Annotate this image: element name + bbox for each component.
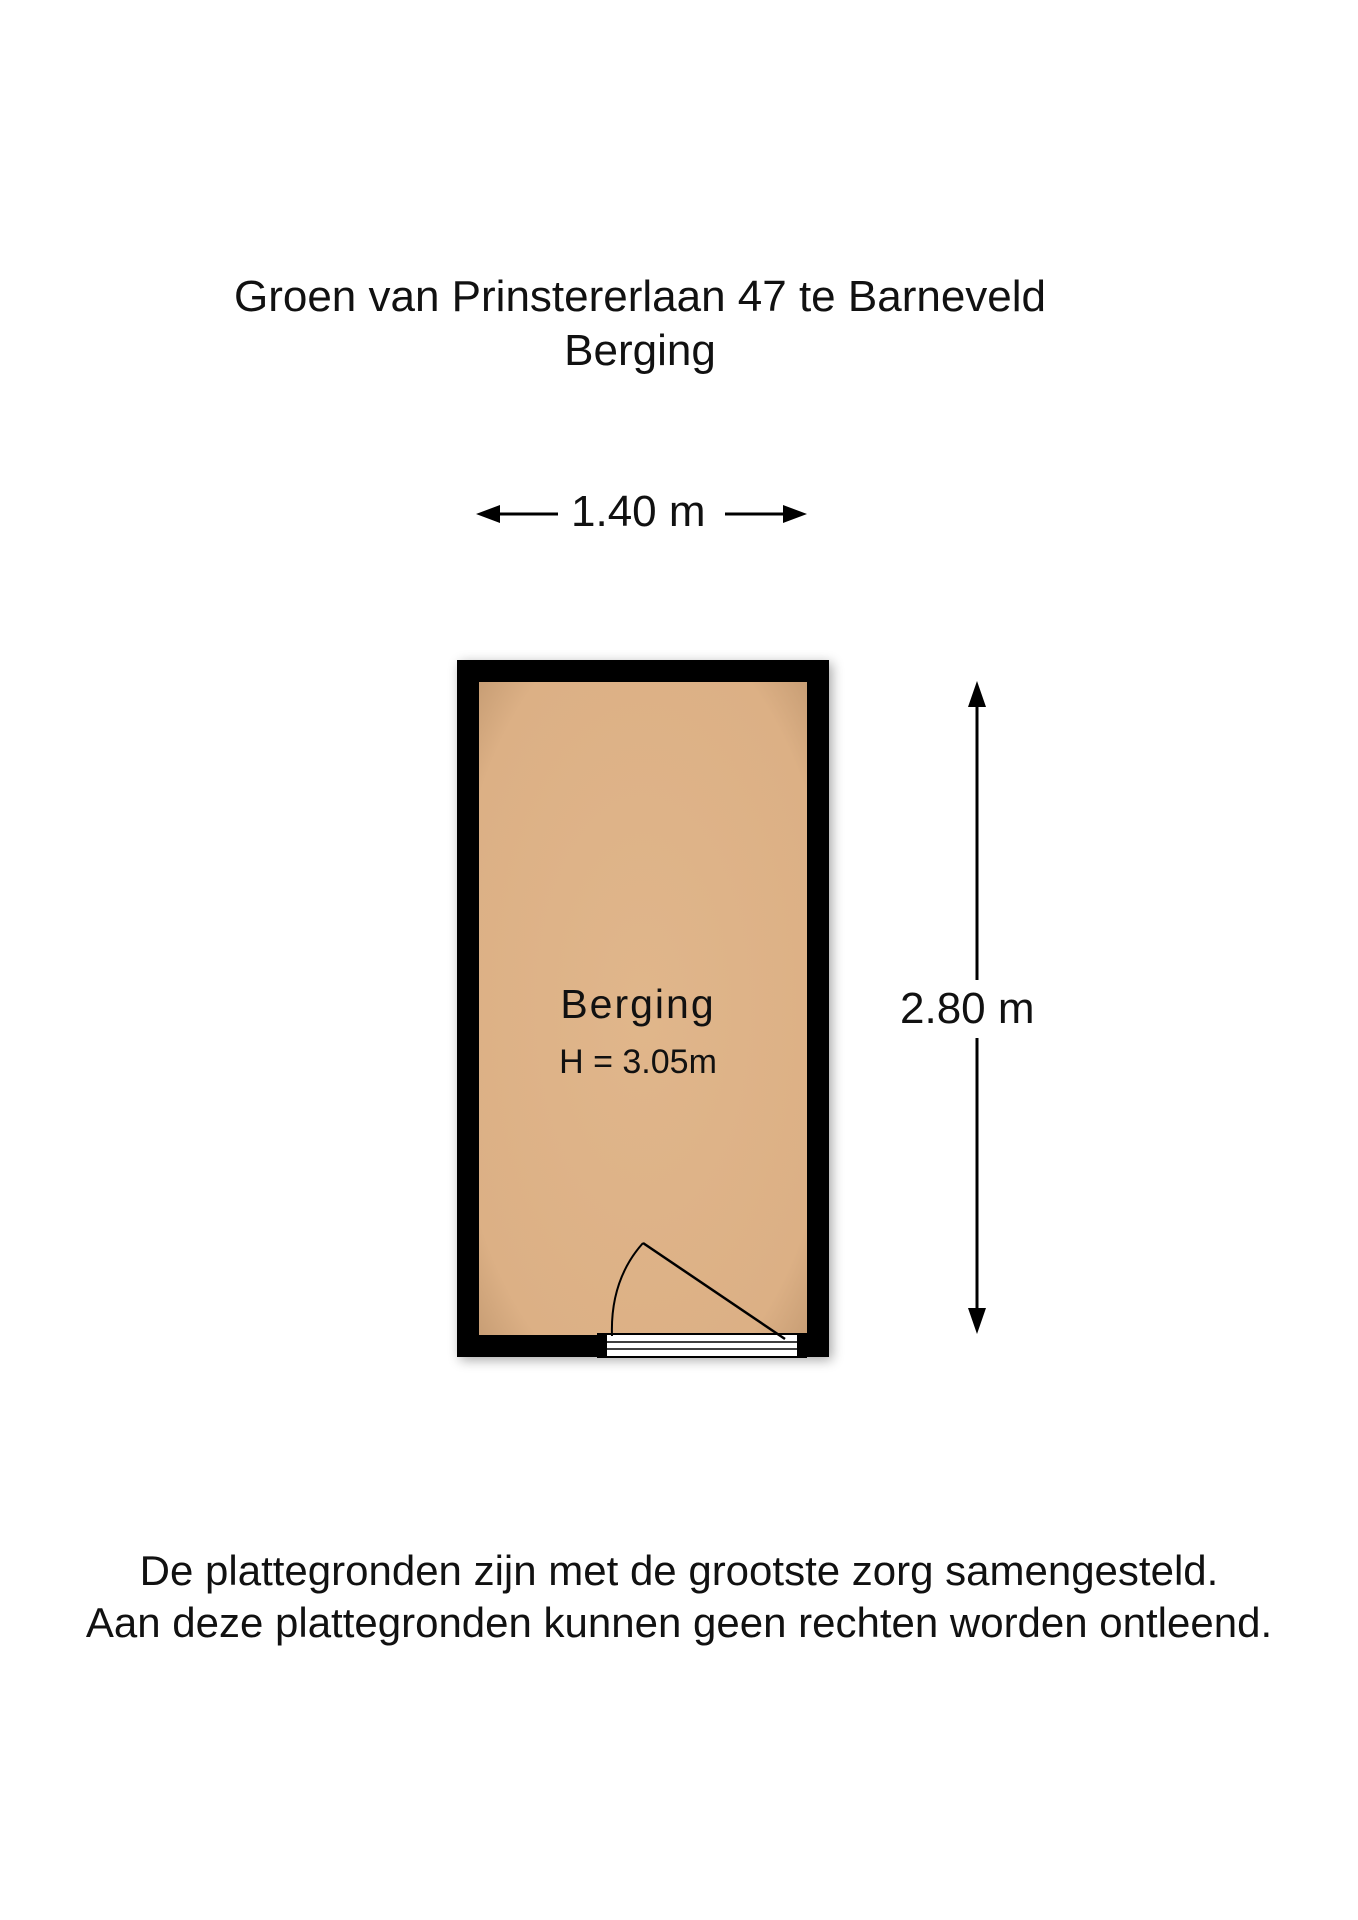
room-name-label: Berging [560,981,716,1027]
disclaimer-line-2: Aan deze plattegronden kunnen geen rechten worden ontleend. [85,1599,1273,1646]
room-height-label: H = 3.05m [559,1043,717,1081]
floor-title: Berging [564,326,716,375]
height-dimension-label: 2.80 m [900,980,1035,1038]
address-title: Groen van Prinstererlaan 47 te Barneveld [233,272,1047,321]
disclaimer [0,1545,1358,1649]
width-dimension-label: 1.40 m [565,487,712,537]
disclaimer-line-1: De plattegronden zijn met de grootste zorg samengesteld. [139,1547,1219,1594]
title-block [130,270,1150,378]
